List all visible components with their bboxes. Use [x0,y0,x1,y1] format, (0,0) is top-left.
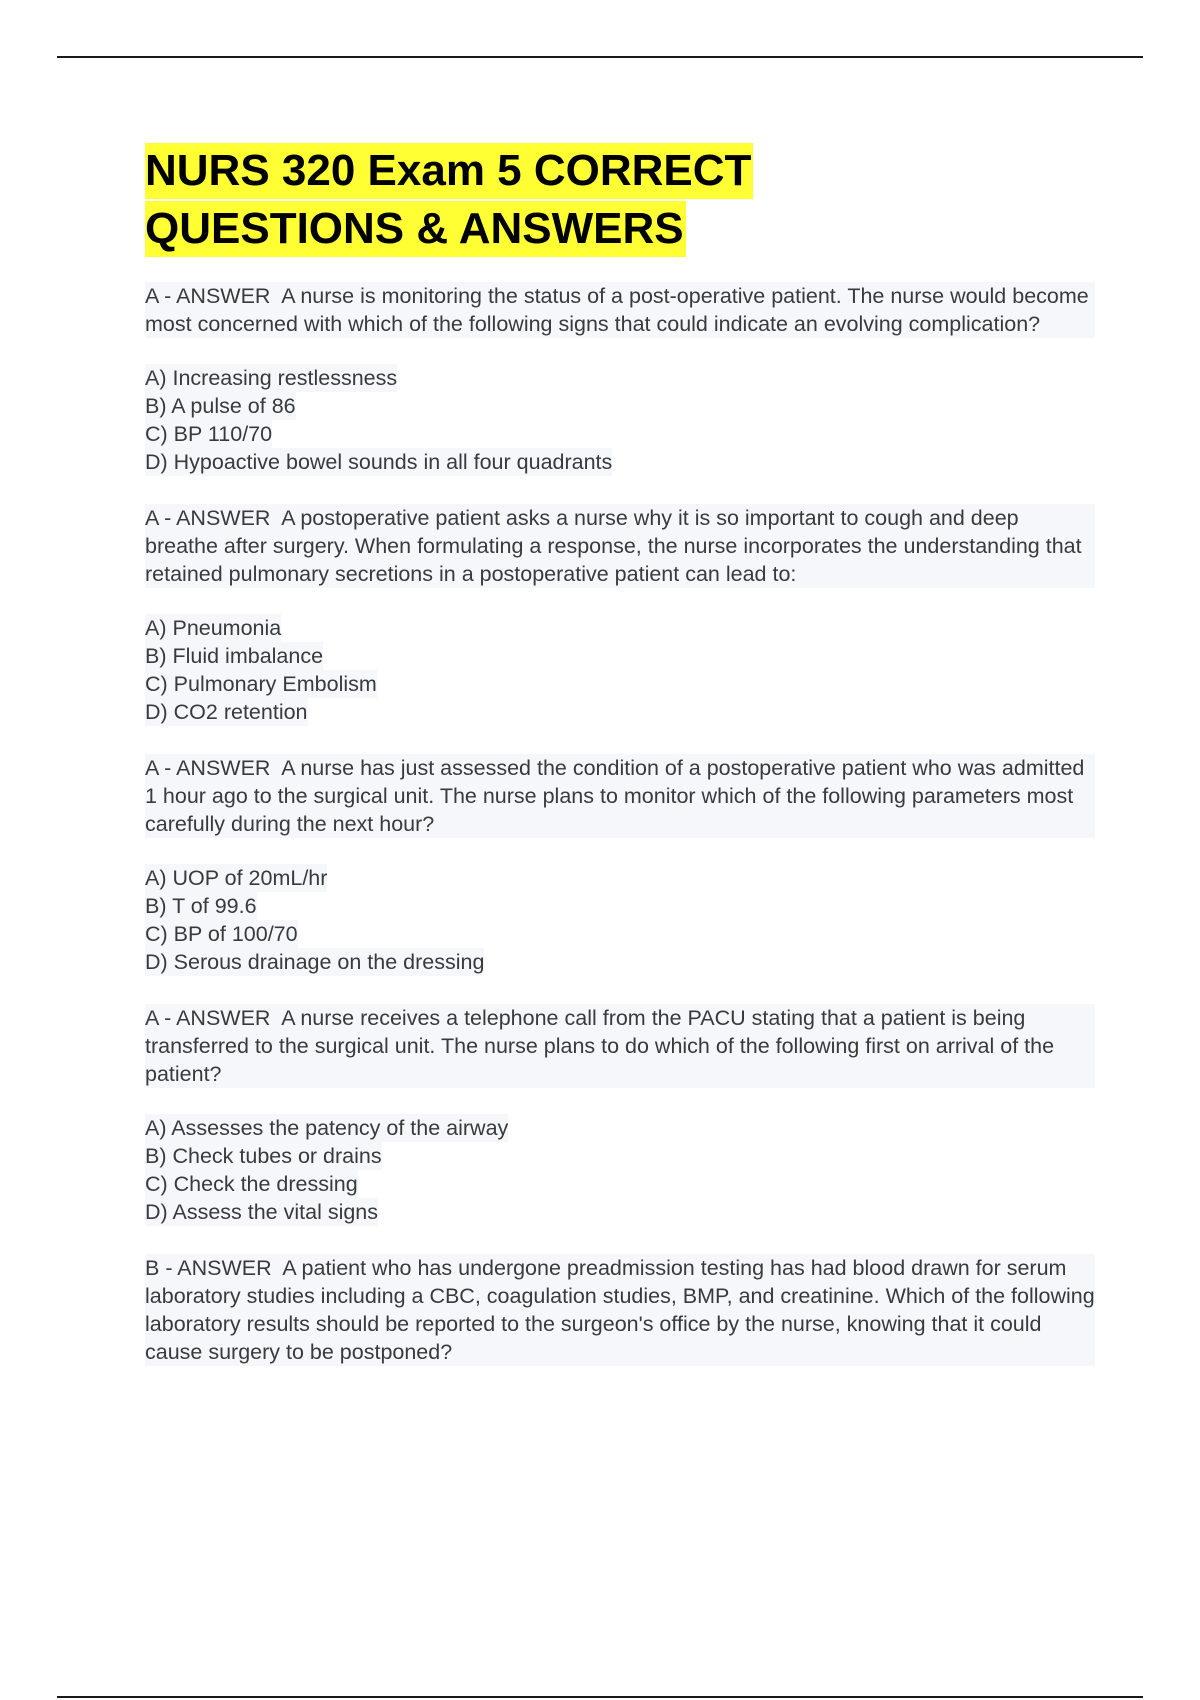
question-block-2 [145,504,1095,726]
question-text [145,282,1095,338]
bottom-rule [57,1696,1143,1698]
answer-key: A - ANSWER [145,1006,277,1030]
top-rule [57,56,1143,58]
option-a: A) UOP of 20mL/hr [145,866,328,890]
option-list [145,1114,1095,1226]
document-body [145,142,1095,1420]
title-line-1: NURS 320 Exam 5 CORRECT [145,143,753,199]
option-d: D) Serous drainage on the dressing [145,950,485,974]
option-b: B) A pulse of 86 [145,394,296,418]
option-a: A) Assesses the patency of the airway [145,1116,509,1140]
question-stem: A postoperative patient asks a nurse why it is so important to cough and deep breathe after surgery. When formulating a response, the nurse incorporates the understanding that retained pulmonary secretions in a postoperative patient can lead to: [145,506,1082,586]
question-block-3 [145,754,1095,976]
question-list [145,282,1095,1392]
question-stem: A nurse is monitoring the status of a post-operative patient. The nurse would become most concerned with which of the following signs that could indicate an evolving complication? [145,284,1089,336]
answer-key: A - ANSWER [145,506,277,530]
question-text [145,1254,1095,1366]
option-list [145,864,1095,976]
question-stem: A patient who has undergone preadmission testing has had blood drawn for serum laboratory studies including a CBC, coagulation studies, BMP, and creatinine. Which of the following laboratory results should be reported to the surgeon's office by the nurse, knowing that it could cause surgery to be postponed? [145,1256,1095,1364]
option-list [145,614,1095,726]
title-line-2: QUESTIONS & ANSWERS [145,201,686,257]
option-d: D) CO2 retention [145,700,308,724]
question-stem: A nurse has just assessed the condition of a postoperative patient who was admitted 1 hour ago to the surgical unit. The nurse plans to monitor which of the following parameters most carefully during the next hour? [145,756,1085,836]
option-c: C) BP of 100/70 [145,922,298,946]
question-block-1 [145,282,1095,476]
option-b: B) Fluid imbalance [145,644,324,668]
option-b: B) Check tubes or drains [145,1144,382,1168]
option-d: D) Assess the vital signs [145,1200,379,1224]
question-text [145,754,1095,838]
option-d: D) Hypoactive bowel sounds in all four quadrants [145,450,613,474]
option-c: C) BP 110/70 [145,422,273,446]
question-block-4 [145,1004,1095,1226]
option-list [145,364,1095,476]
option-b: B) T of 99.6 [145,894,257,918]
answer-key: B - ANSWER [145,1256,278,1280]
option-c: C) Pulmonary Embolism [145,672,377,696]
option-c: C) Check the dressing [145,1172,358,1196]
document-title [145,142,1095,258]
option-a: A) Increasing restlessness [145,366,398,390]
question-text [145,1004,1095,1088]
question-stem: A nurse receives a telephone call from the PACU stating that a patient is being transferred to the surgical unit. The nurse plans to do which of the following first on arrival of the patient? [145,1006,1055,1086]
question-text [145,504,1095,588]
option-a: A) Pneumonia [145,616,282,640]
answer-key: A - ANSWER [145,284,277,308]
answer-key: A - ANSWER [145,756,277,780]
question-block-5 [145,1254,1095,1392]
